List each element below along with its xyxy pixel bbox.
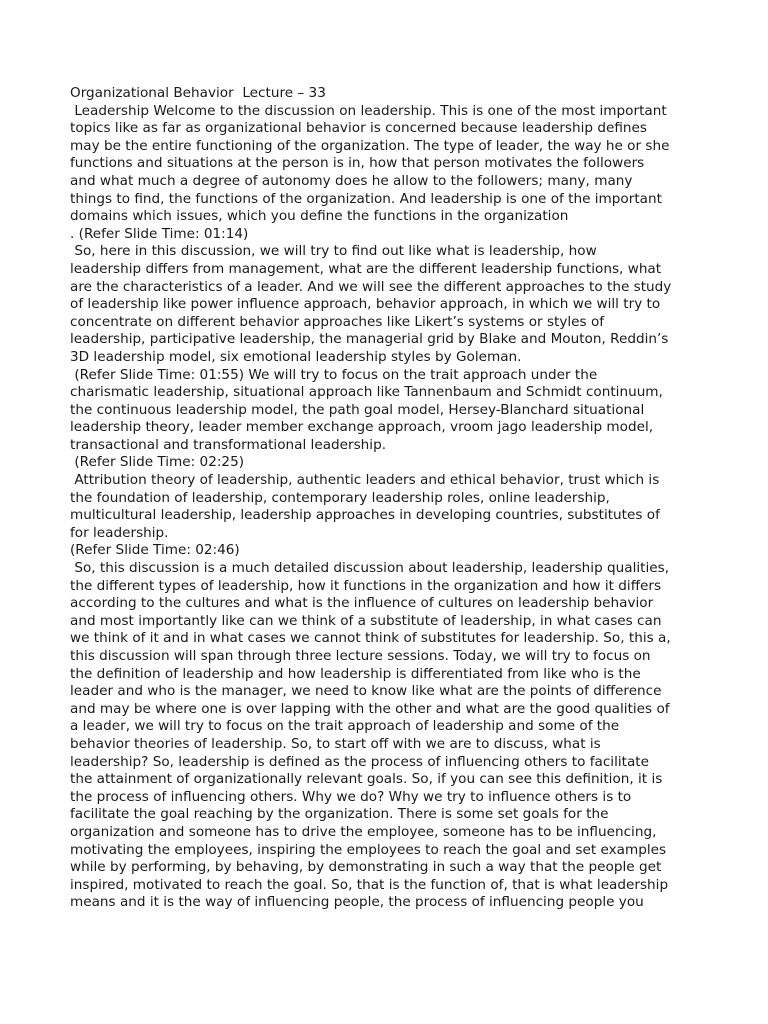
text-line: leadership, participative leadership, the managerial grid by Blake and Mouton, Reddin’s <box>70 331 669 348</box>
text-line: for leadership. <box>70 524 169 541</box>
text-line: a leader, we will try to focus on the trait approach of leadership and some of the <box>70 718 620 735</box>
text-line: inspired, motivated to reach the goal. So, that is the function of, that is what leadership <box>70 876 669 893</box>
text-line: while by performing, by behaving, by demonstrating in such a way that the people get <box>70 859 662 876</box>
text-line: domains which issues, which you define the functions in the organization <box>70 208 569 225</box>
text-line: transactional and transformational leadership. <box>70 436 387 453</box>
text-line: things to find, the functions of the organization. And leadership is one of the important <box>70 190 662 207</box>
text-line: the continuous leadership model, the path goal model, Hersey-Blanchard situational <box>70 401 645 418</box>
text-line: 3D leadership model, six emotional leadership styles by Goleman. <box>70 348 522 365</box>
text-line: of leadership like power influence approach, behavior approach, in which we will try to <box>70 296 661 313</box>
text-line: leadership? So, leadership is defined as the process of influencing others to facilitate <box>70 753 649 770</box>
text-line: topics like as far as organizational behavior is concerned because leadership defines <box>70 120 647 137</box>
text-line: the definition of leadership and how leadership is differentiated from like who is the <box>70 665 641 682</box>
text-line: functions and situations at the person is in, how that person motivates the followers <box>70 155 645 172</box>
text-line: concentrate on different behavior approaches like Likert’s systems or styles of <box>70 313 605 330</box>
text-line: So, this discussion is a much detailed discussion about leadership, leadership qualities, <box>70 560 670 577</box>
text-line: motivating the employees, inspiring the employees to reach the goal and set examples <box>70 841 667 858</box>
text-line: Attribution theory of leadership, authentic leaders and ethical behavior, trust which is <box>70 472 660 489</box>
text-line: are the characteristics of a leader. And we will see the different approaches to the study <box>70 278 672 295</box>
text-line: the different types of leadership, how it functions in the organization and how it differs <box>70 577 662 594</box>
text-line: the attainment of organizationally relevant goals. So, if you can see this definition, it is <box>70 771 663 788</box>
slide-time-reference: . (Refer Slide Time: 01:14) <box>70 225 249 242</box>
text-line: and what much a degree of autonomy does he allow to the followers; many, many <box>70 172 633 189</box>
text-line: according to the cultures and what is the influence of cultures on leadership behavior <box>70 595 654 612</box>
text-line: leadership differs from management, what are the different leadership functions, what <box>70 260 662 277</box>
document-title: Organizational Behavior Lecture – 33 <box>70 85 326 101</box>
text-line: charismatic leadership, situational approach like Tannenbaum and Schmidt continuum, <box>70 384 663 401</box>
text-line: the foundation of leadership, contemporary leadership roles, online leadership, <box>70 489 610 506</box>
text-line: and most importantly like can we think of a substitute of leadership, in what cases can <box>70 612 662 629</box>
text-line: organization and someone has to drive the employee, someone has to be influencing, <box>70 823 657 840</box>
document-page <box>70 85 710 912</box>
text-line: may be the entire functioning of the organization. The type of leader, the way he or she <box>70 137 670 154</box>
text-line: (Refer Slide Time: 01:55) We will try to focus on the trait approach under the <box>70 366 598 383</box>
text-line: means and it is the way of influencing people, the process of influencing people you <box>70 894 644 911</box>
text-line: multicultural leadership, leadership approaches in developing countries, substitutes of <box>70 507 660 524</box>
text-line: So, here in this discussion, we will try to find out like what is leadership, how <box>70 243 597 260</box>
text-line: the process of influencing others. Why we do? Why we try to influence others is to <box>70 788 632 805</box>
text-line: and may be where one is over lapping with the other and what are the good qualities of <box>70 700 670 717</box>
slide-time-reference: (Refer Slide Time: 02:25) <box>70 454 245 471</box>
text-line: this discussion will span through three lecture sessions. Today, we will try to focus on <box>70 648 651 664</box>
text-line: we think of it and in what cases we cannot think of substitutes for leadership. So, this a, <box>70 630 671 647</box>
slide-time-reference: (Refer Slide Time: 02:46) <box>70 542 240 559</box>
text-line: Leadership Welcome to the discussion on leadership. This is one of the most important <box>70 102 667 119</box>
text-line: facilitate the goal reaching by the organization. There is some set goals for the <box>70 806 609 823</box>
text-line: leader and who is the manager, we need to know like what are the points of difference <box>70 683 662 700</box>
text-line: leadership theory, leader member exchange approach, vroom jago leadership model, <box>70 419 654 436</box>
text-line: behavior theories of leadership. So, to start off with we are to discuss, what is <box>70 735 601 752</box>
